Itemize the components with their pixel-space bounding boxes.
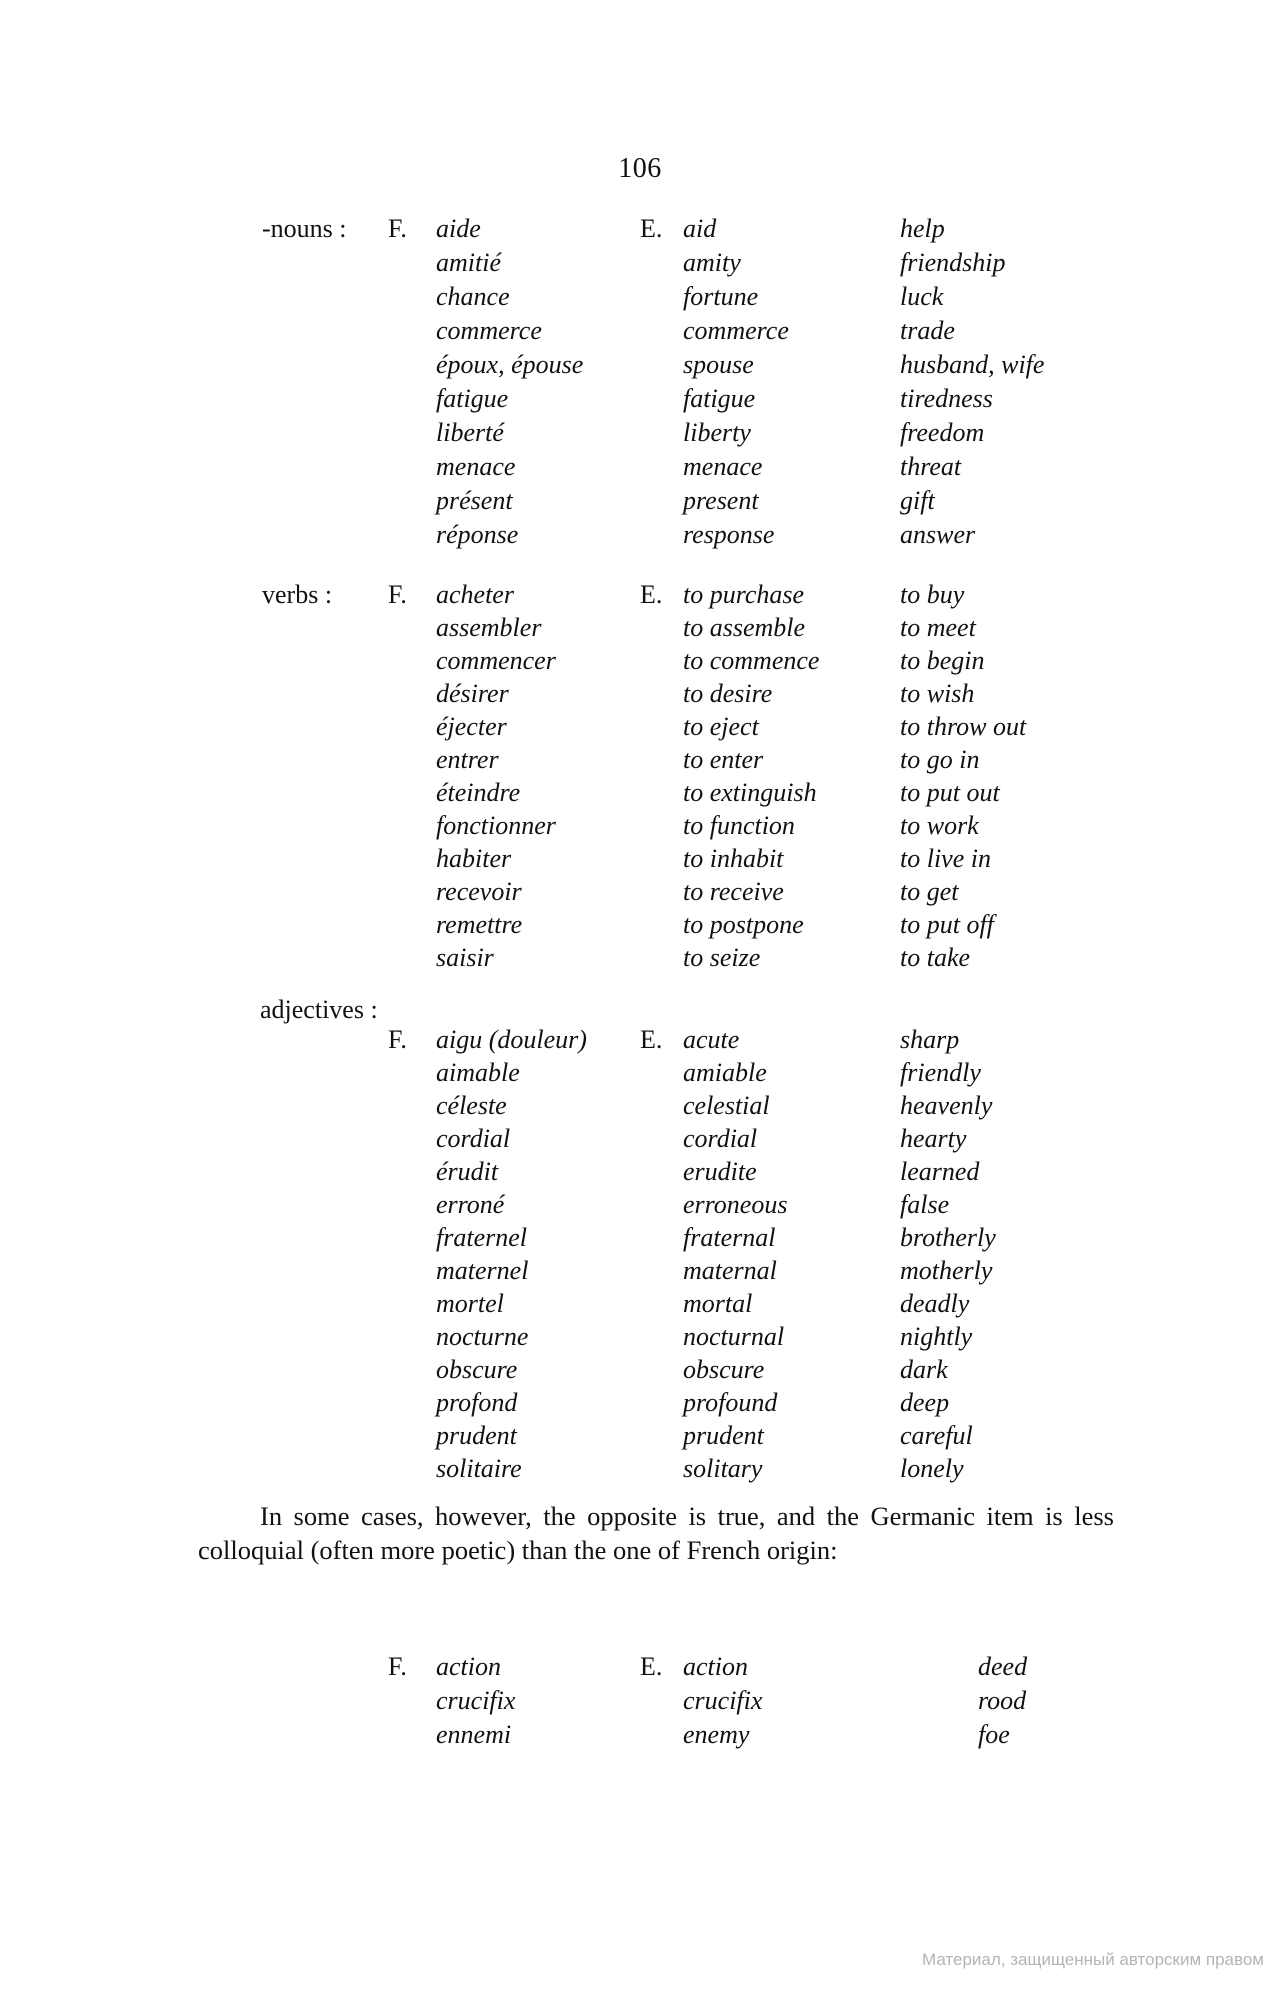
english-cognate: present: [683, 486, 759, 515]
germanic-equivalent: husband, wife: [900, 350, 1045, 379]
french-term: aigu (douleur): [436, 1025, 587, 1054]
french-term: nocturne: [436, 1322, 529, 1351]
english-cognate: nocturnal: [683, 1322, 785, 1351]
vocab-row: [0, 418, 1280, 452]
vocab-row: [0, 1322, 1280, 1355]
english-language-marker: E.: [640, 1025, 663, 1054]
germanic-equivalent: threat: [900, 452, 962, 481]
vocab-row: [0, 384, 1280, 418]
vocab-row: [0, 1686, 1280, 1720]
germanic-equivalent: false: [900, 1190, 950, 1219]
vocab-row: [0, 778, 1280, 811]
english-cognate: to purchase: [683, 580, 805, 609]
vocab-row: [0, 1652, 1280, 1686]
english-cognate: amity: [683, 248, 741, 277]
vocab-row: [0, 1025, 1280, 1058]
french-term: acheter: [436, 580, 514, 609]
vocab-row: [0, 1388, 1280, 1421]
french-term: crucifix: [436, 1686, 516, 1715]
english-cognate: to desire: [683, 679, 773, 708]
germanic-equivalent: to go in: [900, 745, 980, 774]
french-language-marker: F.: [388, 1652, 407, 1681]
germanic-equivalent: deadly: [900, 1289, 970, 1318]
french-term: fonctionner: [436, 811, 556, 840]
english-cognate: enemy: [683, 1720, 750, 1749]
french-term: commerce: [436, 316, 542, 345]
germanic-equivalent: deed: [978, 1652, 1028, 1681]
germanic-equivalent: dark: [900, 1355, 948, 1384]
english-language-marker: E.: [640, 580, 663, 609]
english-cognate: to receive: [683, 877, 784, 906]
germanic-equivalent: careful: [900, 1421, 973, 1450]
english-cognate: profound: [683, 1388, 778, 1417]
vocab-row: [0, 1454, 1280, 1487]
english-cognate: erudite: [683, 1157, 757, 1186]
french-term: amitié: [436, 248, 501, 277]
english-cognate: mortal: [683, 1289, 753, 1318]
english-cognate: to enter: [683, 745, 764, 774]
germanic-equivalent: to get: [900, 877, 959, 906]
vocab-row: [0, 943, 1280, 976]
english-cognate: maternal: [683, 1256, 777, 1285]
germanic-equivalent: learned: [900, 1157, 980, 1186]
english-language-marker: E.: [640, 1652, 663, 1681]
english-cognate: solitary: [683, 1454, 763, 1483]
germanic-equivalent: to begin: [900, 646, 985, 675]
french-language-marker: F.: [388, 580, 407, 609]
page-number: 106: [618, 153, 662, 184]
vocab-row: [0, 1256, 1280, 1289]
english-cognate: commerce: [683, 316, 789, 345]
adjectives-section-label: adjectives :: [260, 995, 378, 1024]
french-term: habiter: [436, 844, 512, 873]
vocab-row: [0, 1289, 1280, 1322]
vocab-row: [0, 1421, 1280, 1454]
vocab-row: [0, 613, 1280, 646]
french-term: saisir: [436, 943, 494, 972]
germanic-equivalent: brotherly: [900, 1223, 996, 1252]
french-term: erroné: [436, 1190, 505, 1219]
vocab-row: [0, 679, 1280, 712]
english-cognate: crucifix: [683, 1686, 763, 1715]
germanic-equivalent: trade: [900, 316, 955, 345]
commentary-paragraph: In some cases, however, the opposite is true, and the Germanic item is less colloquial (often more poetic) than the one of French origin:: [198, 1501, 1114, 1565]
french-term: remettre: [436, 910, 523, 939]
vocab-row: [0, 1124, 1280, 1157]
germanic-equivalent: to buy: [900, 580, 965, 609]
germanic-equivalent: to throw out: [900, 712, 1027, 741]
germanic-equivalent: deep: [900, 1388, 950, 1417]
english-cognate: celestial: [683, 1091, 770, 1120]
english-cognate: menace: [683, 452, 763, 481]
french-term: désirer: [436, 679, 509, 708]
vocab-row: [0, 1091, 1280, 1124]
vocab-row: [0, 248, 1280, 282]
germanic-equivalent: to meet: [900, 613, 976, 642]
french-term: assembler: [436, 613, 542, 642]
french-term: aide: [436, 214, 481, 243]
examples-section: [0, 1652, 1280, 1754]
section-label: -nouns :: [262, 214, 347, 243]
germanic-equivalent: gift: [900, 486, 935, 515]
french-term: aimable: [436, 1058, 520, 1087]
french-term: prudent: [436, 1421, 517, 1450]
vocab-row: [0, 316, 1280, 350]
germanic-equivalent: freedom: [900, 418, 985, 447]
vocab-row: [0, 1720, 1280, 1754]
germanic-equivalent: luck: [900, 282, 944, 311]
vocab-row: [0, 350, 1280, 384]
french-term: éteindre: [436, 778, 521, 807]
germanic-equivalent: friendship: [900, 248, 1006, 277]
germanic-equivalent: to wish: [900, 679, 975, 708]
french-term: solitaire: [436, 1454, 522, 1483]
french-term: mortel: [436, 1289, 504, 1318]
germanic-equivalent: to take: [900, 943, 971, 972]
vocab-row: [0, 1190, 1280, 1223]
vocab-row: [0, 712, 1280, 745]
germanic-equivalent: sharp: [900, 1025, 960, 1054]
french-term: commencer: [436, 646, 556, 675]
french-term: chance: [436, 282, 510, 311]
vocab-row: [0, 1355, 1280, 1388]
english-cognate: response: [683, 520, 775, 549]
french-term: réponse: [436, 520, 519, 549]
english-cognate: to eject: [683, 712, 759, 741]
english-cognate: to postpone: [683, 910, 804, 939]
english-cognate: action: [683, 1652, 748, 1681]
vocab-row: [0, 282, 1280, 316]
vocab-row: [0, 745, 1280, 778]
french-term: menace: [436, 452, 516, 481]
english-cognate: to commence: [683, 646, 820, 675]
vocab-row: [0, 1157, 1280, 1190]
french-term: profond: [436, 1388, 518, 1417]
germanic-equivalent: heavenly: [900, 1091, 993, 1120]
vocab-row: [0, 520, 1280, 554]
vocab-row: [0, 910, 1280, 943]
english-language-marker: E.: [640, 214, 663, 243]
english-cognate: erroneous: [683, 1190, 788, 1219]
germanic-equivalent: friendly: [900, 1058, 981, 1087]
germanic-equivalent: to put out: [900, 778, 1000, 807]
vocab-row: [0, 844, 1280, 877]
vocab-row: [0, 452, 1280, 486]
germanic-equivalent: to live in: [900, 844, 991, 873]
french-term: époux, épouse: [436, 350, 584, 379]
section-label: verbs :: [262, 580, 333, 609]
english-cognate: to assemble: [683, 613, 806, 642]
french-term: entrer: [436, 745, 499, 774]
vocab-row: [0, 486, 1280, 520]
french-term: éjecter: [436, 712, 507, 741]
french-term: fraternel: [436, 1223, 527, 1252]
germanic-equivalent: hearty: [900, 1124, 967, 1153]
vocab-row: [0, 646, 1280, 679]
germanic-equivalent: rood: [978, 1686, 1027, 1715]
vocab-row: [0, 877, 1280, 910]
english-cognate: fatigue: [683, 384, 756, 413]
verbs-section: [0, 580, 1280, 976]
copyright-watermark: Материал, защищенный авторским правом: [921, 1950, 1264, 1969]
nouns-section: [0, 214, 1280, 554]
english-cognate: to inhabit: [683, 844, 784, 873]
germanic-equivalent: answer: [900, 520, 976, 549]
english-cognate: obscure: [683, 1355, 765, 1384]
french-term: érudit: [436, 1157, 499, 1186]
french-term: ennemi: [436, 1720, 512, 1749]
french-term: maternel: [436, 1256, 529, 1285]
french-term: céleste: [436, 1091, 507, 1120]
english-cognate: liberty: [683, 418, 751, 447]
french-term: présent: [436, 486, 513, 515]
vocab-row: [0, 1058, 1280, 1091]
english-cognate: amiable: [683, 1058, 767, 1087]
french-language-marker: F.: [388, 1025, 407, 1054]
germanic-equivalent: motherly: [900, 1256, 993, 1285]
germanic-equivalent: to put off: [900, 910, 994, 939]
germanic-equivalent: lonely: [900, 1454, 964, 1483]
english-cognate: fortune: [683, 282, 759, 311]
french-term: recevoir: [436, 877, 522, 906]
english-cognate: to seize: [683, 943, 761, 972]
french-term: cordial: [436, 1124, 511, 1153]
germanic-equivalent: tiredness: [900, 384, 993, 413]
vocab-row: [0, 811, 1280, 844]
english-cognate: acute: [683, 1025, 740, 1054]
english-cognate: cordial: [683, 1124, 758, 1153]
germanic-equivalent: nightly: [900, 1322, 973, 1351]
adjectives-section: [0, 1025, 1280, 1487]
vocab-row: [0, 1223, 1280, 1256]
germanic-equivalent: to work: [900, 811, 979, 840]
germanic-equivalent: help: [900, 214, 945, 243]
french-language-marker: F.: [388, 214, 407, 243]
french-term: fatigue: [436, 384, 509, 413]
vocab-row: [0, 214, 1280, 248]
english-cognate: prudent: [683, 1421, 764, 1450]
vocab-row: [0, 580, 1280, 613]
english-cognate: fraternal: [683, 1223, 776, 1252]
french-term: liberté: [436, 418, 504, 447]
germanic-equivalent: foe: [978, 1720, 1010, 1749]
english-cognate: to function: [683, 811, 795, 840]
french-term: obscure: [436, 1355, 518, 1384]
english-cognate: aid: [683, 214, 717, 243]
english-cognate: to extinguish: [683, 778, 817, 807]
english-cognate: spouse: [683, 350, 754, 379]
french-term: action: [436, 1652, 501, 1681]
